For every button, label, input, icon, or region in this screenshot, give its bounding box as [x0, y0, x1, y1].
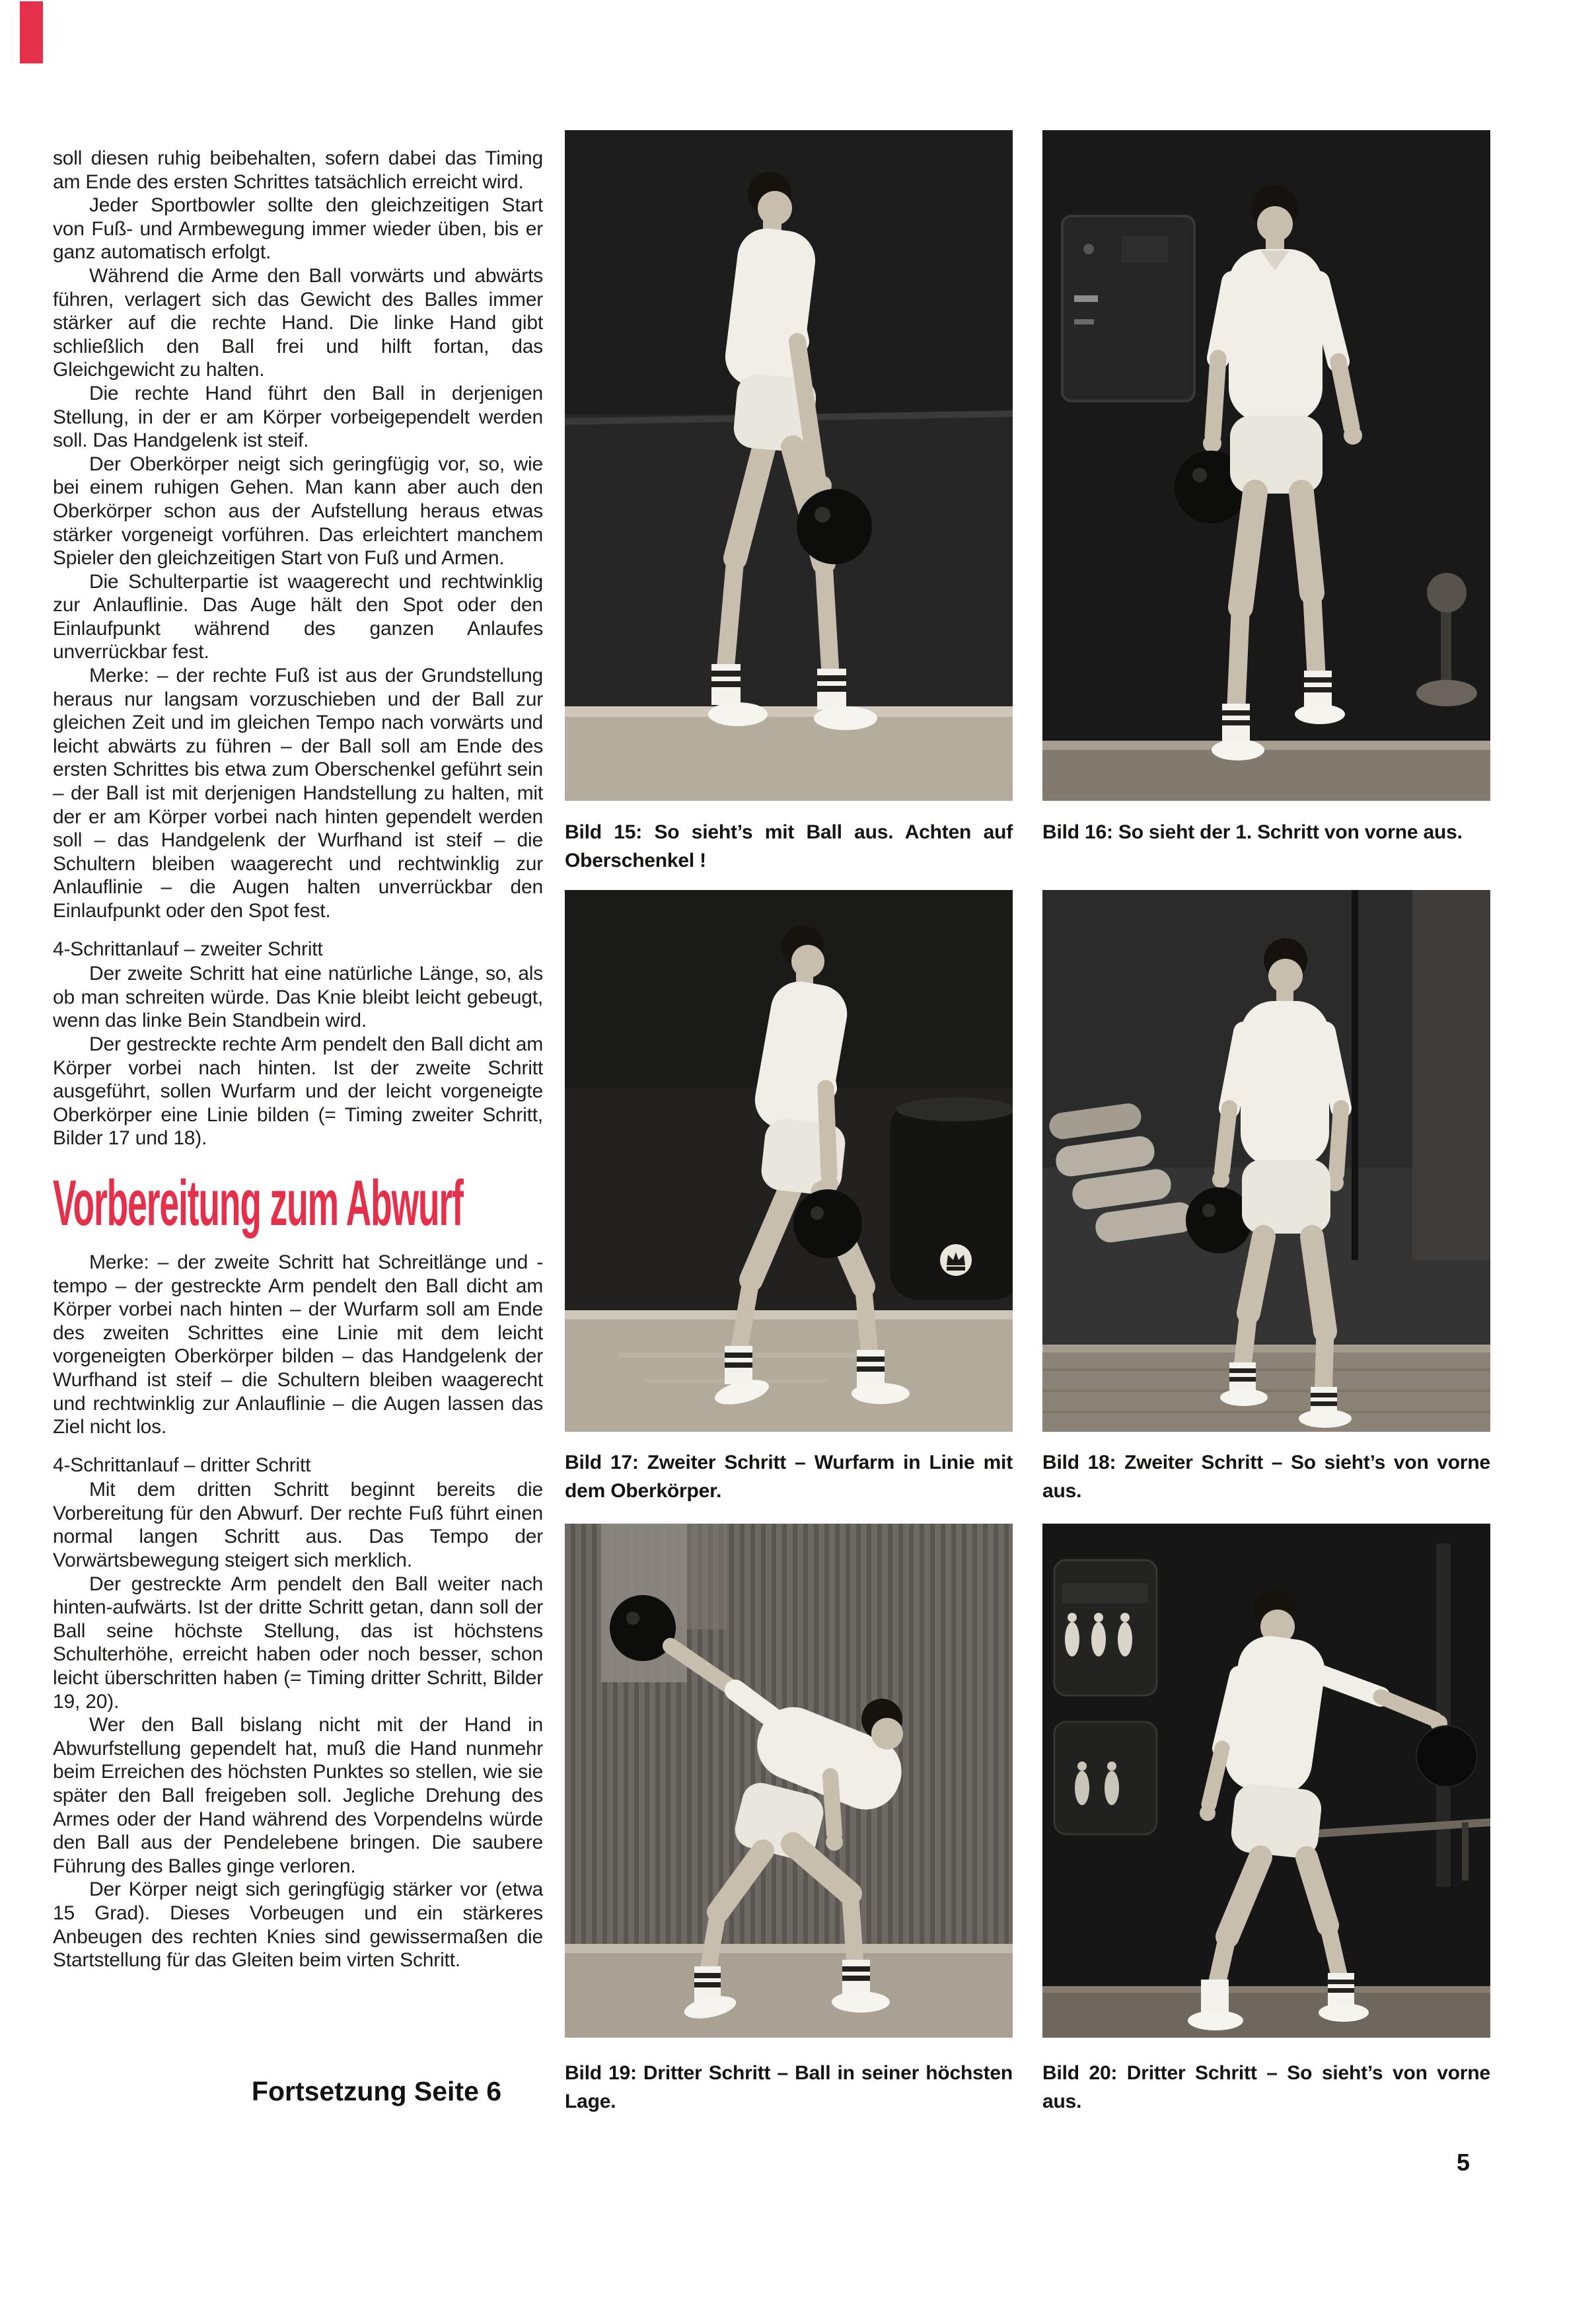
body-paragraph: Der gestreckte rechte Arm pendelt den Ball dicht am Körper vorbei nach hinten. Ist der zweite Schritt ausgeführt, sollen Wurfarm und der leicht vorgeneigte Oberkörper eine Linie bilden (= Timing zweiter Schritt, Bilder 17 und 18).	[53, 1033, 543, 1150]
figure-caption-bild-20: Bild 20: Dritter Schritt – So sieht’s von vorne aus.	[1042, 2062, 1490, 2112]
section-subhead-step2: 4-Schrittanlauf – zweiter Schritt	[53, 938, 323, 960]
body-paragraph: Mit dem dritten Schritt beginnt bereits die Vorbereitung für den Abwurf. Der rechte Fuß führt einen normal langen Schritt aus. Das Tempo der Vorwärtsbewegung steigert sich merklich.	[53, 1479, 543, 1572]
photo-bild-20-art	[1042, 1524, 1490, 2038]
figure-caption-bild-17: Bild 17: Zweiter Schritt – Wurfarm in Linie mit dem Oberkörper.	[565, 1452, 1013, 1502]
photo-bild-17-art	[565, 890, 1013, 1432]
figure-caption-bild-19: Bild 19: Dritter Schritt – Ball in seiner höchsten Lage.	[565, 2062, 1013, 2112]
photo-bild-17	[565, 890, 1013, 1432]
photo-bild-16-art	[1042, 130, 1490, 801]
body-paragraph: Der gestreckte Arm pendelt den Ball weiter nach hinten-aufwärts. Ist der dritte Schritt getan, dann soll der Ball seine höchste Stellung, das ist höchstens Schulterhöhe, erreicht haben oder noch besser, schon leicht überschritten haben (= Timing dritter Schritt, Bilder 19, 20).	[53, 1573, 543, 1713]
body-paragraph: Der Körper neigt sich geringfügig stärker vor (etwa 15 Grad). Dieses Vorbeugen und ein stärkeres Anbeugen des rechten Knies sind gewissermaßen die Startstellung für das Gleiten beim virten Schritt.	[53, 1878, 543, 1972]
photo-bild-16	[1042, 130, 1490, 801]
photo-bild-19-art	[565, 1524, 1013, 2038]
lane-floor	[565, 1944, 1013, 2038]
body-paragraph: Die rechte Hand führt den Ball in derjenigen Stellung, in der er am Körper vorbeigependelt werden soll. Das Handgelenk ist steif.	[53, 382, 543, 452]
photo-bild-15	[565, 130, 1013, 801]
photo-bild-20	[1042, 1524, 1490, 2038]
page-number: 5	[1457, 2149, 1470, 2176]
photo-bild-18-art	[1042, 890, 1490, 1432]
body-paragraph: Merke: – der rechte Fuß ist aus der Grundstellung heraus nur langsam vorzuschieben und der Ball zur gleichen Zeit und im gleichen Tempo nach vorwärts und leicht abwärts zu führen – der Ball soll am Ende des ersten Schrittes bis etwa zum Oberschenkel geführt sein – der Ball ist mit derjenigen Handstellung zu halten, mit der er am Körper vorbei nach hinten gependelt werden soll – das Handgelenk der Wurfhand ist steif – die Schultern bleiben waagerecht und rechtwinklig zur Anlauflinie – die Augen halten unverrückbar den Einlaufpunkt oder den Spot fest.	[53, 665, 543, 922]
figure-caption-bild-18: Bild 18: Zweiter Schritt – So sieht’s von vorne aus.	[1042, 1452, 1490, 1502]
photo-bild-15-art	[565, 130, 1013, 801]
lane-floor	[1042, 1345, 1490, 1432]
figure-caption-bild-15: Bild 15: So sieht’s mit Ball aus. Achten auf Oberschenkel !	[565, 821, 1013, 872]
body-paragraph: Während die Arme den Ball vorwärts und abwärts führen, verlagert sich das Gewicht des Balles immer stärker auf die rechte Hand. Die linke Hand gibt schließlich den Ball frei und hilft fortan, das Gleichgewicht zu halten.	[53, 264, 543, 381]
stool	[1427, 573, 1467, 612]
body-paragraph: Der zweite Schritt hat eine natürliche Länge, so, als ob man schreiten würde. Das Knie bleibt leicht gebeugt, wenn das linke Bein Standbein wird.	[53, 963, 543, 1032]
body-paragraph: Merke: – der zweite Schritt hat Schreitlänge und -tempo – der gestreckte Arm pendelt den Ball dicht am Körper vorbei nach hinten – der Wurfarm soll am Ende des zweiten Schrittes eine Linie mit dem leicht vorgeneigten Oberkörper bilden – das Handgelenk der Wurfhand ist steif – die Schultern bleiben waagerecht und rechtwinklig zur Anlauflinie – die Augen lassen das Ziel nicht los.	[53, 1251, 543, 1438]
shirt	[1241, 1001, 1329, 1166]
body-paragraph: Der Oberkörper neigt sich geringfügig vor, so, wie bei einem ruhigen Gehen. Man kann aber auch den Oberkörper schon aus der Aufstellung heraus etwas stärker vorgeneigt vorführen. Das erleichtert manchem Spieler den gleichzeitigen Start von Fuß und Armen.	[53, 453, 543, 570]
body-paragraph: Die Schulterpartie ist waagerecht und rechtwinklig zur Anlauflinie. Das Auge hält den Spot oder den Einlaufpunkt während des ganzen Anlaufes unverrückbar fest.	[53, 570, 543, 663]
lane-floor	[565, 1310, 1013, 1432]
bowling-ball	[797, 489, 872, 564]
red-section-heading: Vorbereitung zum Abwurf	[53, 1166, 463, 1239]
bowling-ball	[1416, 1726, 1477, 1787]
lane-floor	[1042, 1986, 1490, 2038]
bowling-ball	[793, 1189, 862, 1258]
body-paragraph: Wer den Ball bislang nicht mit der Hand in Abwurfstellung gependelt hat, muß die Hand nunmehr beim Erreichen des höchsten Punktes so stellen, wie sie später den Ball freigeben soll. Jegliche Drehung des Armes oder der Hand während des Vorpendelns würde den Ball aus der Pendelebene bringen. Die saubere Führung des Balles ginge verloren.	[53, 1714, 543, 1877]
photo-bild-18	[1042, 890, 1490, 1432]
figure-caption-bild-16: Bild 16: So sieht der 1. Schritt von vorne aus.	[1042, 821, 1463, 843]
continuation-note: Fortsetzung Seite 6	[251, 2076, 502, 2106]
shirt	[1229, 249, 1323, 422]
photo-bild-19	[565, 1524, 1013, 2038]
article-text-column	[53, 147, 543, 1972]
red-corner-mark	[20, 1, 43, 63]
body-paragraph: Jeder Sportbowler sollte den gleichzeitigen Start von Fuß- und Armbewegung immer wieder üben, bis er ganz automatisch erfolgt.	[53, 194, 543, 264]
body-paragraph: soll diesen ruhig beibehalten, sofern dabei das Timing am Ende des ersten Schrittes tatsächlich erreicht wird.	[53, 147, 543, 193]
lane-floor	[565, 706, 1013, 801]
section-subhead-step3: 4-Schrittanlauf – dritter Schritt	[53, 1454, 311, 1476]
